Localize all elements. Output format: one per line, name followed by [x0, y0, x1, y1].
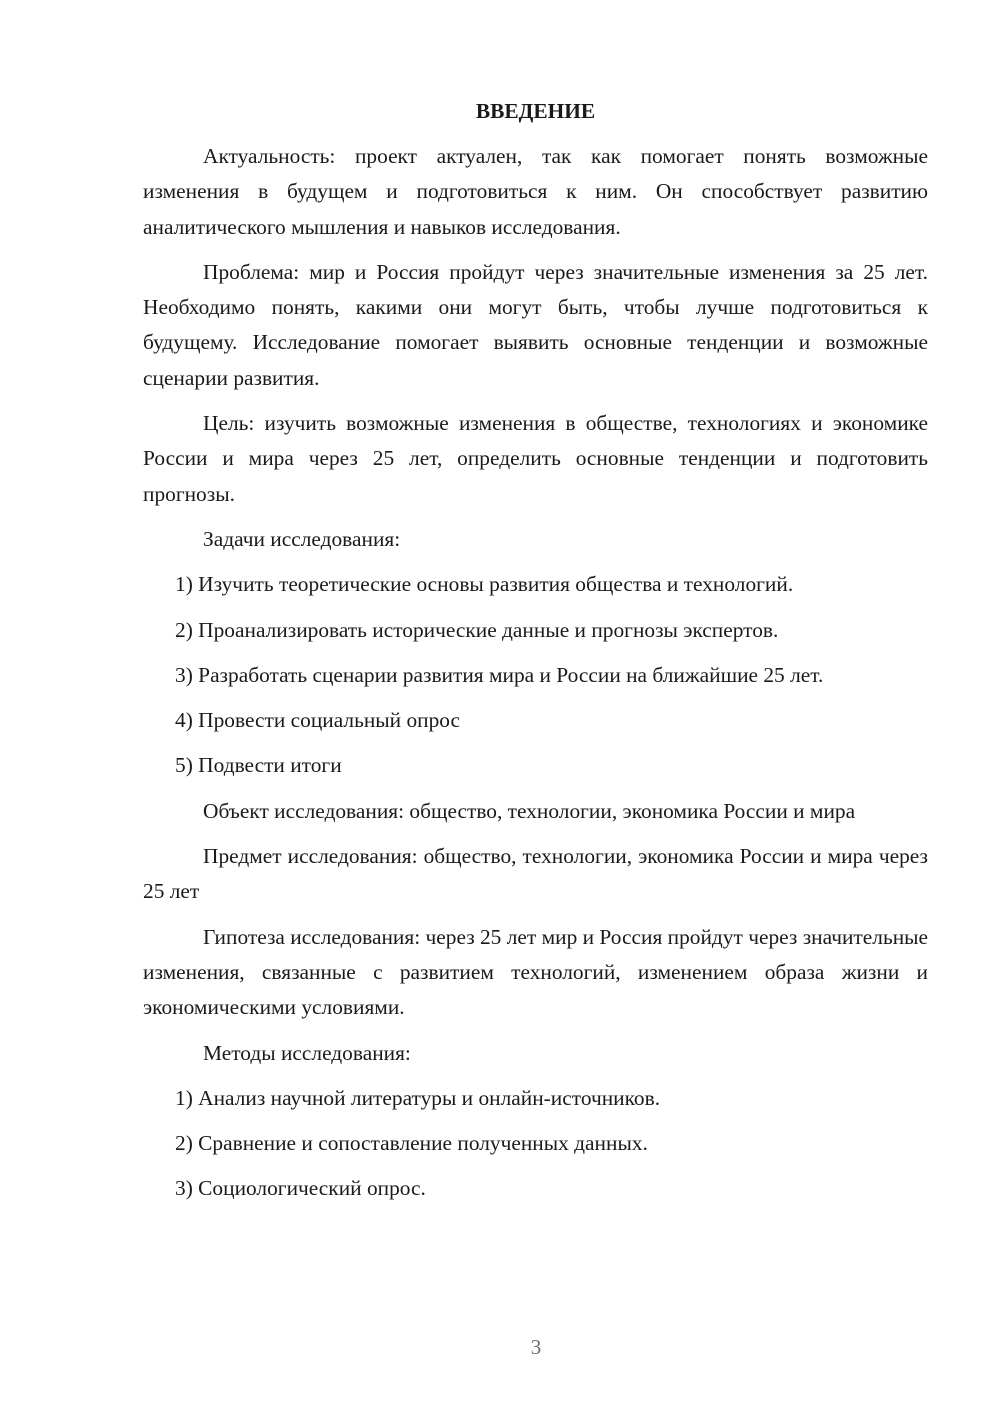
task-item: 2) Проанализировать исторические данные и прогнозы экспертов. — [175, 617, 779, 642]
task-item: 4) Провести социальный опрос — [175, 708, 461, 733]
method-item: 1) Анализ научной литературы и онлайн-источников. — [175, 1085, 661, 1110]
problem-paragraph: Проблема: мир и Россия пройдут через значительные изменения за 25 лет. Необходимо понять, какими они могут быть, чтобы лучше подготовиться к будущему. Исследование помогает выявить основные тенденции и возможные сценарии развития. — [143, 259, 928, 390]
task-item: 1) Изучить теоретические основы развития общества и технологий. — [175, 572, 794, 597]
task-item: 3) Разработать сценарии развития мира и России на ближайшие 25 лет. — [175, 662, 824, 687]
method-item: 2) Сравнение и сопоставление полученных данных. — [175, 1131, 648, 1156]
tasks-heading: Задачи исследования: — [203, 526, 401, 551]
relevance-paragraph: Актуальность: проект актуален, так как помогает понять возможные изменения в будущем и подготовиться к ним. Он способствует развитию аналитического мышления и навыков исследования. — [143, 144, 928, 239]
method-item: 3) Социологический опрос. — [175, 1176, 426, 1201]
page-number: 3 — [530, 1335, 542, 1359]
object-paragraph: Объект исследования: общество, технологии, экономика России и мира — [203, 798, 856, 823]
hypothesis-paragraph: Гипотеза исследования: через 25 лет мир и Россия пройдут через значительные изменения, связанные с развитием технологий, изменением образа жизни и экономическими условиями. — [143, 924, 929, 1020]
page-content — [143, 96, 928, 1217]
section-title: ВВЕДЕНИЕ — [475, 99, 596, 123]
goal-paragraph: Цель: изучить возможные изменения в обществе, технологиях и экономике России и мира через 25 лет, определить основные тенденции и подготовить прогнозы. — [143, 411, 928, 506]
subject-paragraph: Предмет исследования: общество, технологии, экономика России и мира через 25 лет — [143, 844, 928, 904]
task-item: 5) Подвести итоги — [175, 753, 342, 778]
methods-heading: Методы исследования: — [203, 1040, 411, 1065]
